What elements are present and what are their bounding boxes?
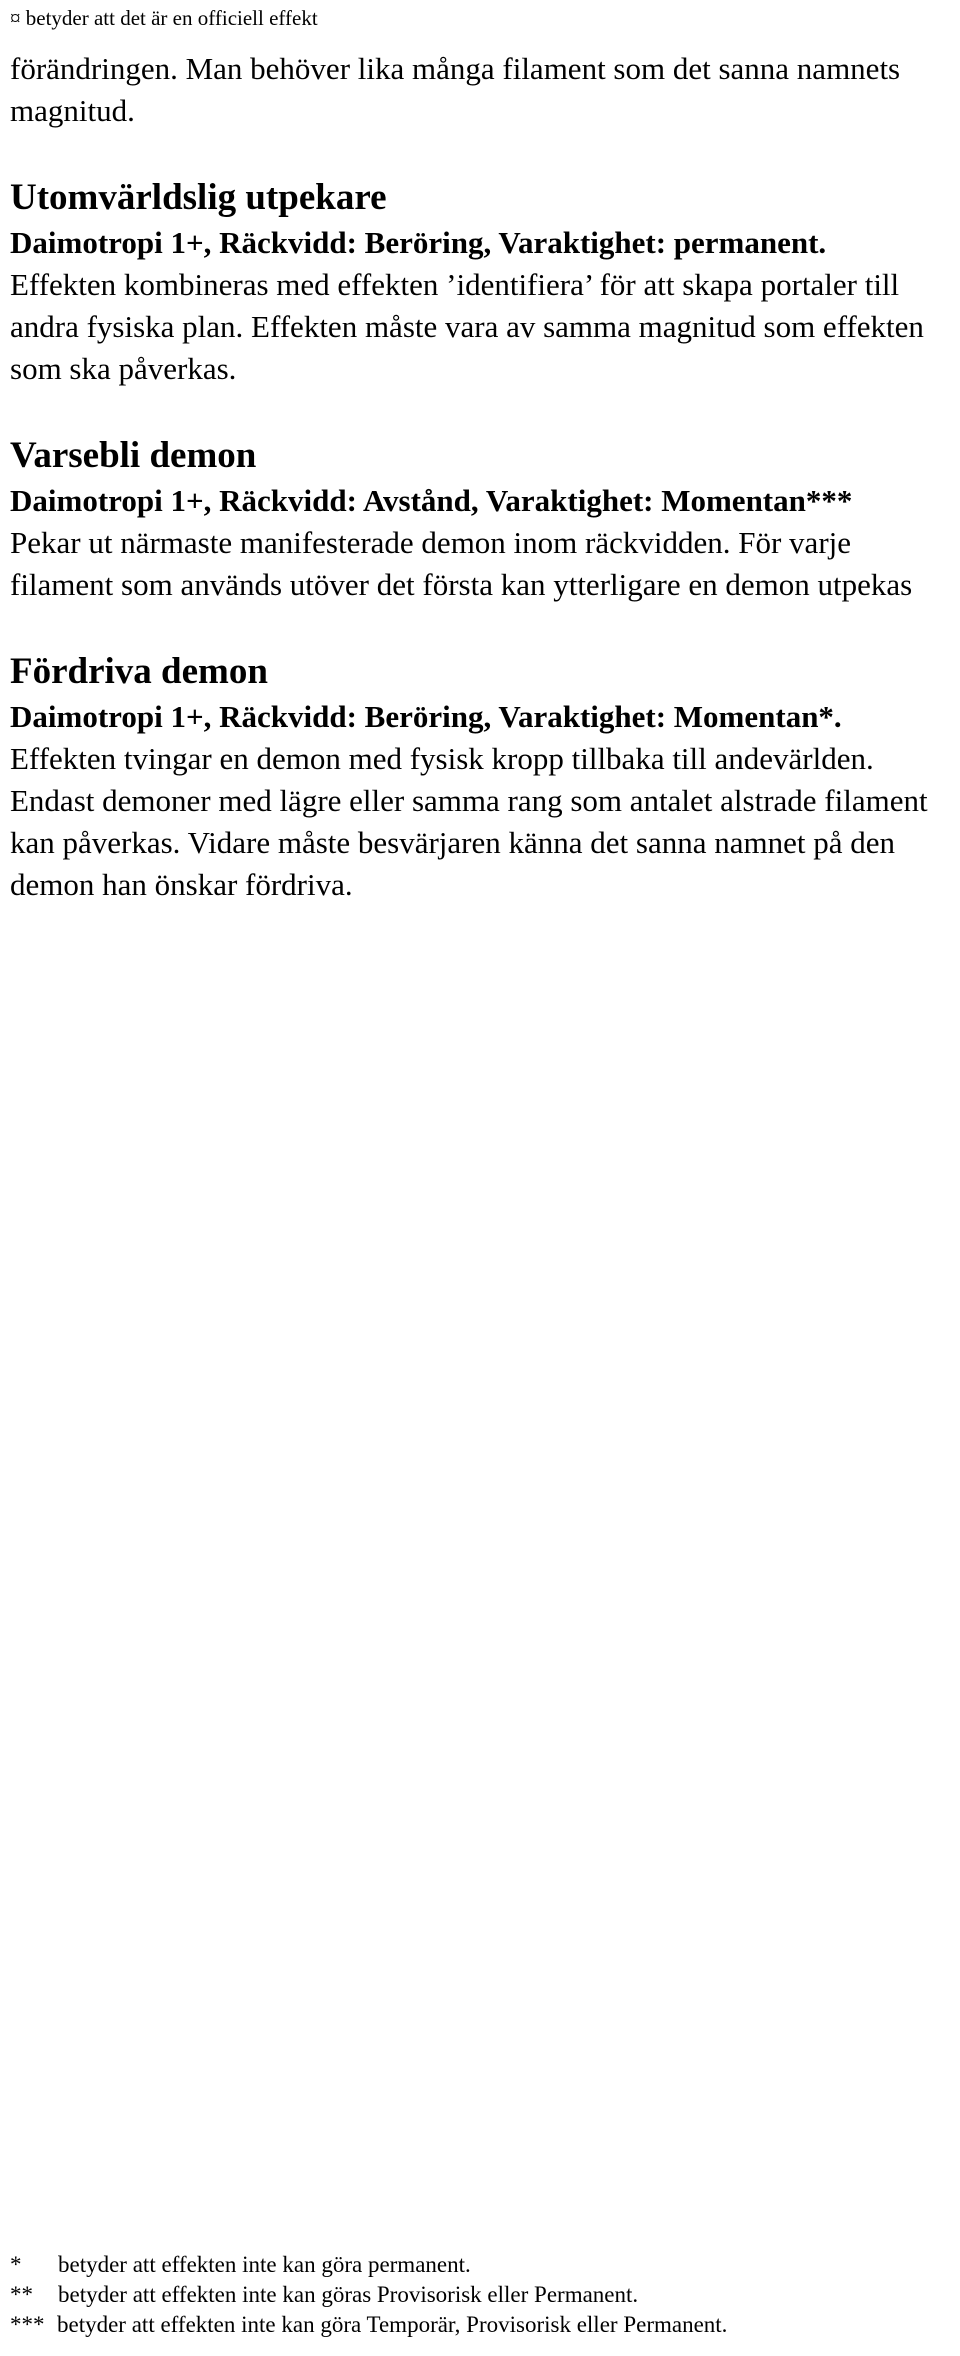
footnote-text: betyder att effekten inte kan göra permanent. bbox=[58, 2252, 471, 2277]
spell-section bbox=[10, 174, 940, 390]
section-description: Effekten kombineras med effekten ’identifiera’ för att skapa portaler till andra fysiska plan. Effekten måste vara av samma magnitud som effekten som ska påverkas. bbox=[10, 267, 924, 386]
footnote-mark: ** bbox=[10, 2282, 33, 2307]
spell-section bbox=[10, 648, 940, 906]
footnotes bbox=[10, 2250, 955, 2340]
footnote bbox=[10, 2310, 955, 2340]
section-description: Pekar ut närmaste manifesterade demon inom räckvidden. För varje filament som används utöver det första kan ytterligare en demon utpekas bbox=[10, 525, 913, 602]
footnote-text: betyder att effekten inte kan göra Temporär, Provisorisk eller Permanent. bbox=[57, 2312, 728, 2337]
top-note: ¤ betyder att det är en officiell effekt bbox=[10, 6, 318, 30]
section-meta: Daimotropi 1+, Räckvidd: Beröring, Varaktighet: Momentan*. bbox=[10, 699, 842, 734]
intro-paragraph: förändringen. Man behöver lika många filament som det sanna namnets magnitud. bbox=[10, 51, 901, 128]
section-description: Effekten tvingar en demon med fysisk kropp tillbaka till andevärlden. Endast demoner med lägre eller samma rang som antalet alstrade filament kan påverkas. Vidare måste besvärjaren känna det sanna namnet på den demon han önskar fördriva. bbox=[10, 741, 928, 902]
footnote bbox=[10, 2250, 955, 2280]
section-meta: Daimotropi 1+, Räckvidd: Beröring, Varaktighet: permanent. bbox=[10, 225, 827, 260]
section-title: Utomvärldslig utpekare bbox=[10, 177, 387, 218]
document-body bbox=[10, 48, 940, 906]
section-title: Fördriva demon bbox=[10, 651, 268, 692]
section-meta: Daimotropi 1+, Räckvidd: Avstånd, Varaktighet: Momentan*** bbox=[10, 483, 853, 518]
footnote-mark: *** bbox=[10, 2312, 45, 2337]
section-title: Varsebli demon bbox=[10, 435, 257, 476]
footnote bbox=[10, 2280, 955, 2310]
footnote-mark: * bbox=[10, 2252, 22, 2277]
spell-section bbox=[10, 432, 940, 606]
footnote-text: betyder att effekten inte kan göras Provisorisk eller Permanent. bbox=[58, 2282, 639, 2307]
